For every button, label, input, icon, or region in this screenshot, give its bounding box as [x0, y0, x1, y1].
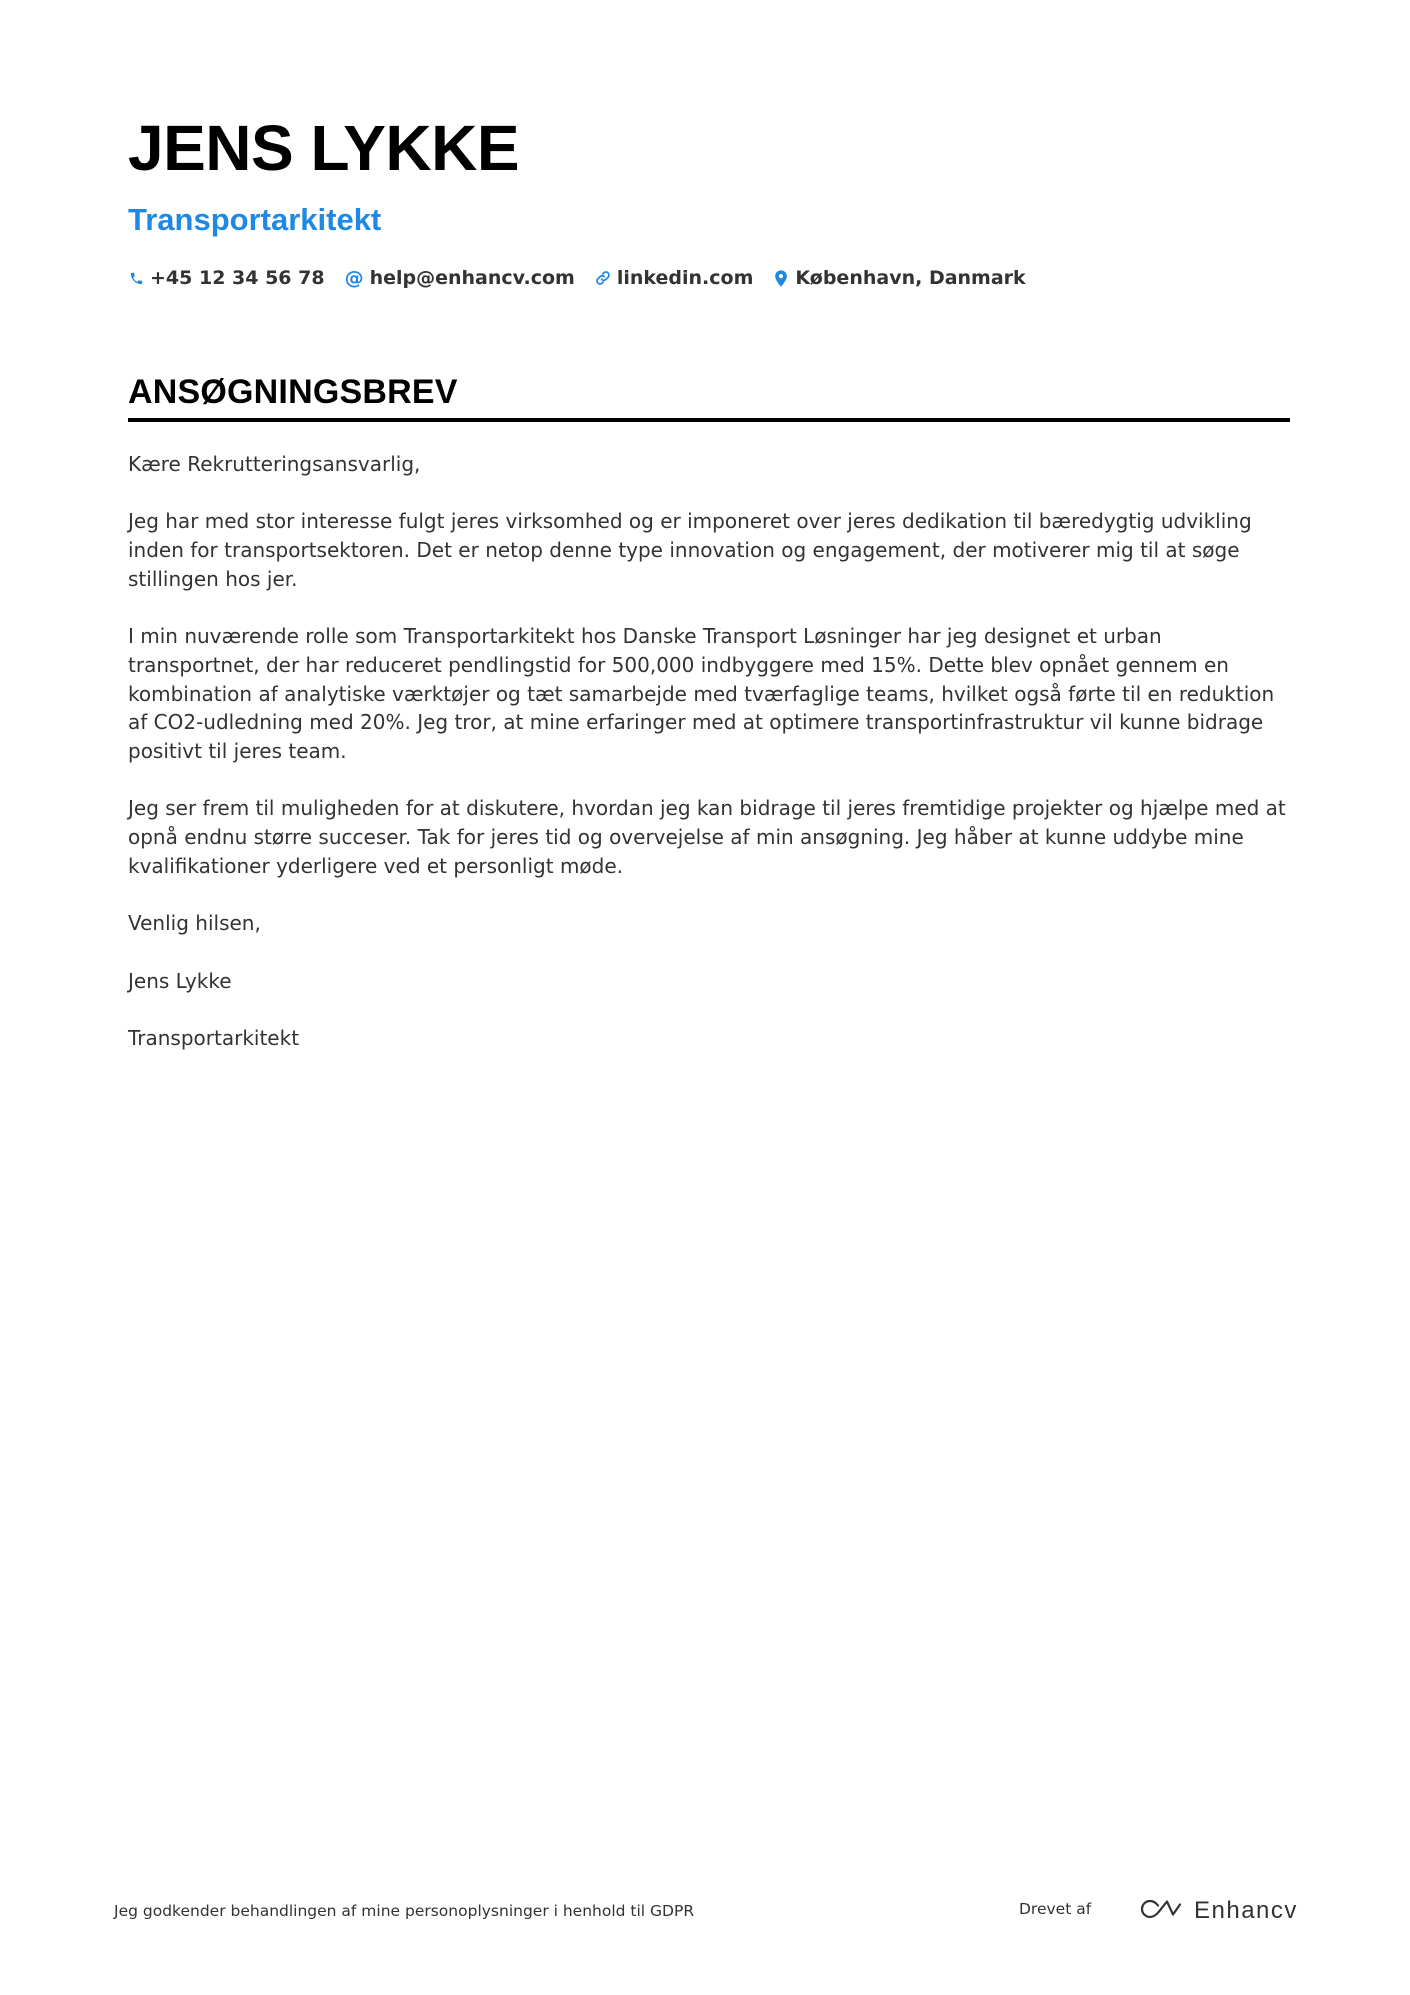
letter-salutation: Kære Rekrutteringsansvarlig, [128, 452, 421, 476]
contact-phone-text: +45 12 34 56 78 [150, 267, 325, 289]
contact-phone[interactable] [128, 267, 325, 289]
letter-body [128, 450, 1290, 1053]
signature-name: Jens Lykke [128, 968, 232, 993]
contact-email[interactable] [345, 267, 575, 289]
contact-location [773, 267, 1025, 289]
heading-divider [128, 418, 1290, 422]
location-pin-icon [773, 269, 789, 287]
enhancv-logo-icon [1138, 1897, 1184, 1925]
contact-linkedin[interactable] [595, 267, 754, 289]
page-footer [114, 1893, 1298, 1929]
gdpr-consent-text: Jeg godkender behandlingen af mine personoplysninger i henhold til GDPR [114, 1902, 695, 1920]
contact-bar [128, 264, 1290, 292]
contact-location-text: København, Danmark [795, 267, 1026, 289]
link-icon [595, 269, 611, 287]
job-title: Transportarkitekt [128, 202, 382, 237]
letter-paragraph: I min nuværende rolle som Transportarkitekt hos Danske Transport Løsninger har jeg designet et urban transportnet, der har reduceret pendlingstid for 500,000 indbyggere med 15%. Dette blev opnået gennem en kombination af analytiske værktøjer og tæt samarbejde med tværfaglige teams, hvilket også førte til en reduktion af CO2-udledning med 20%. Jeg tror, at mine erfaringer med at optimere transportinfrastruktur vil kunne bidrage positivt til jeres team. [128, 624, 1275, 763]
contact-linkedin-text: linkedin.com [616, 267, 754, 289]
letter-paragraph: Jeg har med stor interesse fulgt jeres virksomhed og er imponeret over jeres dedikation til bæredygtig udvikling inden for transportsektoren. Det er netop denne type innovation og engagement, der motiverer mig til at søge stillingen hos jer. [128, 509, 1252, 591]
enhancv-brand[interactable] [1138, 1893, 1298, 1929]
signature-title: Transportarkitekt [128, 1025, 300, 1050]
candidate-name: JENS LYKKE [128, 112, 519, 184]
powered-by-label: Drevet af [1019, 1900, 1092, 1918]
at-icon: @ [344, 267, 364, 289]
cover-letter-page [128, 110, 1290, 1081]
letter-paragraph: Jeg ser frem til muligheden for at diskutere, hvordan jeg kan bidrage til jeres fremtidige projekter og hjælpe med at opnå endnu større succeser. Tak for jeres tid og overvejelse af min ansøgning. Jeg håber at kunne uddybe mine kvalifikationer yderligere ved et personligt møde. [128, 796, 1286, 878]
letter-closing: Venlig hilsen, [128, 911, 261, 936]
brand-name: Enhancv [1194, 1897, 1298, 1924]
contact-email-text: help@enhancv.com [369, 267, 575, 289]
phone-icon [128, 269, 144, 287]
section-heading: ANSØGNINGSBREV [128, 373, 458, 411]
